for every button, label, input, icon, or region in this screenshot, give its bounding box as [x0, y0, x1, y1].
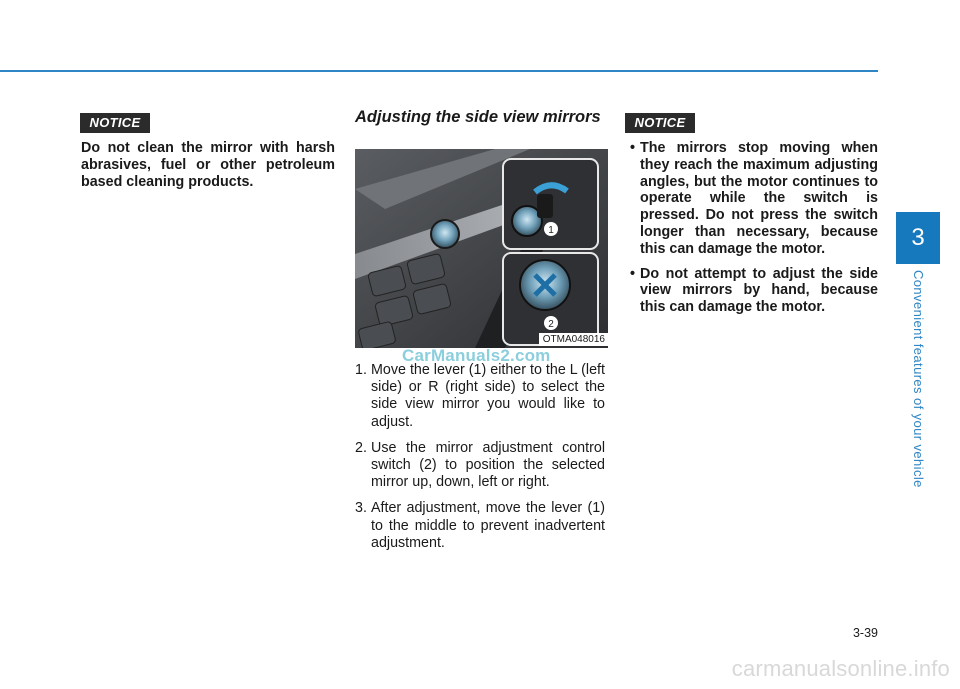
instruction-steps	[355, 362, 605, 561]
image-code: OTMA048016	[539, 333, 608, 346]
bullet-item: • Do not attempt to adjust the side view mirrors by hand, because this can damage the motor.	[630, 265, 878, 316]
footer-watermark: carmanualsonline.info	[731, 656, 950, 681]
notice-bullets	[630, 140, 878, 324]
notice-badge: NOTICE	[80, 113, 150, 133]
section-heading: Adjusting the side view mirrors	[355, 108, 601, 126]
watermark: CarManuals2.com	[402, 346, 551, 365]
notice-badge: NOTICE	[625, 113, 695, 133]
door-switch-photo	[355, 149, 608, 348]
step-item: 3. After adjustment, move the lever (1) to the middle to prevent inadvertent adjustment.	[355, 500, 605, 551]
step-item: 2. Use the mirror adjustment control switch (2) to position the selected mirror up, down, left or right.	[355, 439, 605, 491]
page-number: 3-39	[852, 626, 878, 640]
step-item: 1. Move the lever (1) either to the L (left side) or R (right side) to select the side view mirror you would like to adjust.	[355, 362, 605, 430]
callout-1: 1	[548, 225, 554, 236]
chapter-tab: 3	[896, 212, 940, 264]
callout-2: 2	[548, 319, 554, 330]
chapter-title: Convenient features of your vehicle	[911, 270, 926, 488]
header-rule	[0, 70, 878, 72]
notice-text: Do not clean the mirror with harsh abrasives, fuel or other petroleum based cleaning products.	[81, 140, 335, 190]
bullet-item: • The mirrors stop moving when they reach the maximum adjusting angles, but the motor continues to operate while the switch is pressed. Do not press the switch longer than necessary, because this can damage the motor.	[630, 140, 878, 257]
